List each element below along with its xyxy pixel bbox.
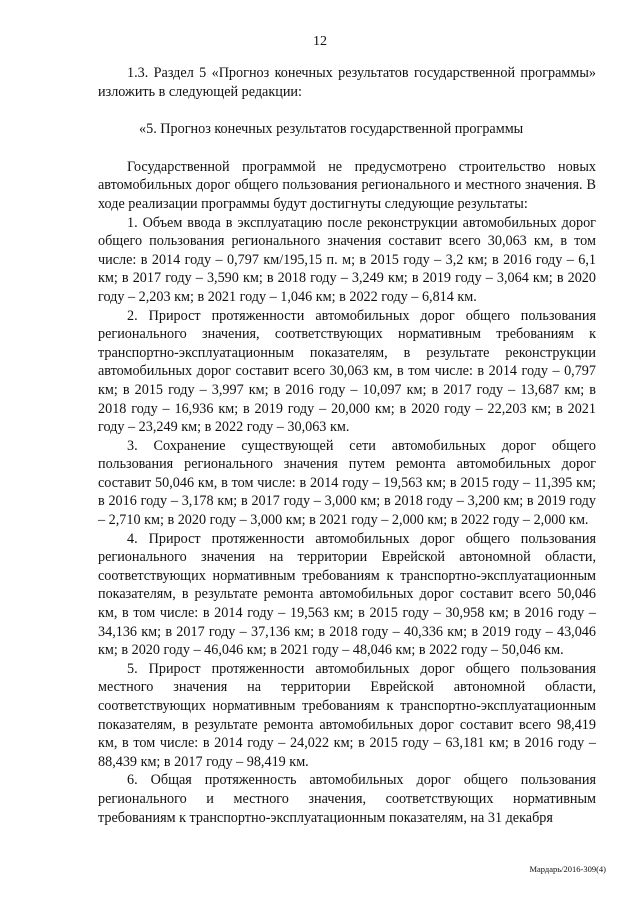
paragraph-item-5: 5. Прирост протяженности автомобильных дорог общего пользования местного значения на территории Еврейской автономной области, соответствующих нормативным требованиям к транспортно-эксплуатационным показателям, в результате ремонта автомобильных дорог составит всего 98,419 км, в том числе: в 2014 году – 24,022 км; в 2015 году – 63,181 км; в 2016 году – 88,439 км; в 2017 году – 98,419 км. bbox=[98, 660, 596, 770]
paragraph-item-1: 1. Объем ввода в эксплуатацию после реконструкции автомобильных дорог общего пользования регионального значения составит всего 30,063 км, в том числе: в 2014 году – 0,797 км/195,15 п. м; в 2015 году – 3,2 км; в 2016 году – 6,1 км; в 2017 году – 3,590 км; в 2018 году – 3,249 км; в 2019 году – 3,064 км; в 2020 году – 2,203 км; в 2021 году – 1,046 км; в 2022 году – 6,814 км. bbox=[98, 214, 596, 305]
paragraph-intro: Государственной программой не предусмотрено строительство новых автомобильных дорог общего пользования регионального и местного значения. В ходе реализации программы будут достигнуты следующие результаты: bbox=[98, 158, 596, 212]
document-body bbox=[98, 64, 596, 827]
paragraph-item-2: 2. Прирост протяженности автомобильных дорог общего пользования регионального значения, соответствующих нормативным требованиям к транспортно-эксплуатационным показателям, в результате реконструкции автомобильных дорог составит всего 30,063 км, в том числе: в 2014 году – 0,797 км; в 2015 году – 3,997 км; в 2016 году – 10,097 км; в 2017 году – 13,687 км; в 2018 году – 16,936 км; в 2019 году – 20,000 км; в 2020 году – 22,203 км; в 2021 году – 23,249 км; в 2022 году – 30,063 км. bbox=[98, 307, 596, 436]
footer-document-code: Мардарь/2016-309(4) bbox=[529, 864, 606, 874]
section-intro: 1.3. Раздел 5 «Прогноз конечных результатов государственной программы» изложить в следующей редакции: bbox=[98, 65, 596, 100]
paragraph-item-4: 4. Прирост протяженности автомобильных дорог общего пользования регионального значения на территории Еврейской автономной области, соответствующих нормативным требованиям к транспортно-эксплуатационным показателям, в результате ремонта автомобильных дорог составит всего 50,046 км, в том числе: в 2014 году – 19,563 км; в 2015 году – 30,958 км; в 2016 году – 34,136 км; в 2017 году – 37,136 км; в 2018 году – 40,336 км; в 2019 году – 43,046 км; в 2020 году – 46,046 км; в 2021 году – 48,046 км; в 2022 году – 50,046 км. bbox=[98, 530, 596, 659]
section-heading: «5. Прогноз конечных результатов государственной программы bbox=[139, 121, 524, 138]
paragraph-item-3: 3. Сохранение существующей сети автомобильных дорог общего пользования регионального значения путем ремонта автомобильных дорог составит 50,046 км, в том числе: в 2014 году – 19,563 км; в 2015 году – 11,395 км; в 2016 году – 3,178 км; в 2017 году – 3,000 км; в 2018 году – 3,200 км; в 2019 году – 2,710 км; в 2020 году – 3,000 км; в 2021 году – 2,000 км; в 2022 году – 2,000 км. bbox=[98, 437, 596, 529]
paragraph-item-6: 6. Общая протяженность автомобильных дорог общего пользования регионального и местного значения, соответствующих нормативным требованиям к транспортно-эксплуатационным показателям, на 31 декабря bbox=[98, 772, 596, 826]
page-number: 12 bbox=[313, 34, 327, 49]
